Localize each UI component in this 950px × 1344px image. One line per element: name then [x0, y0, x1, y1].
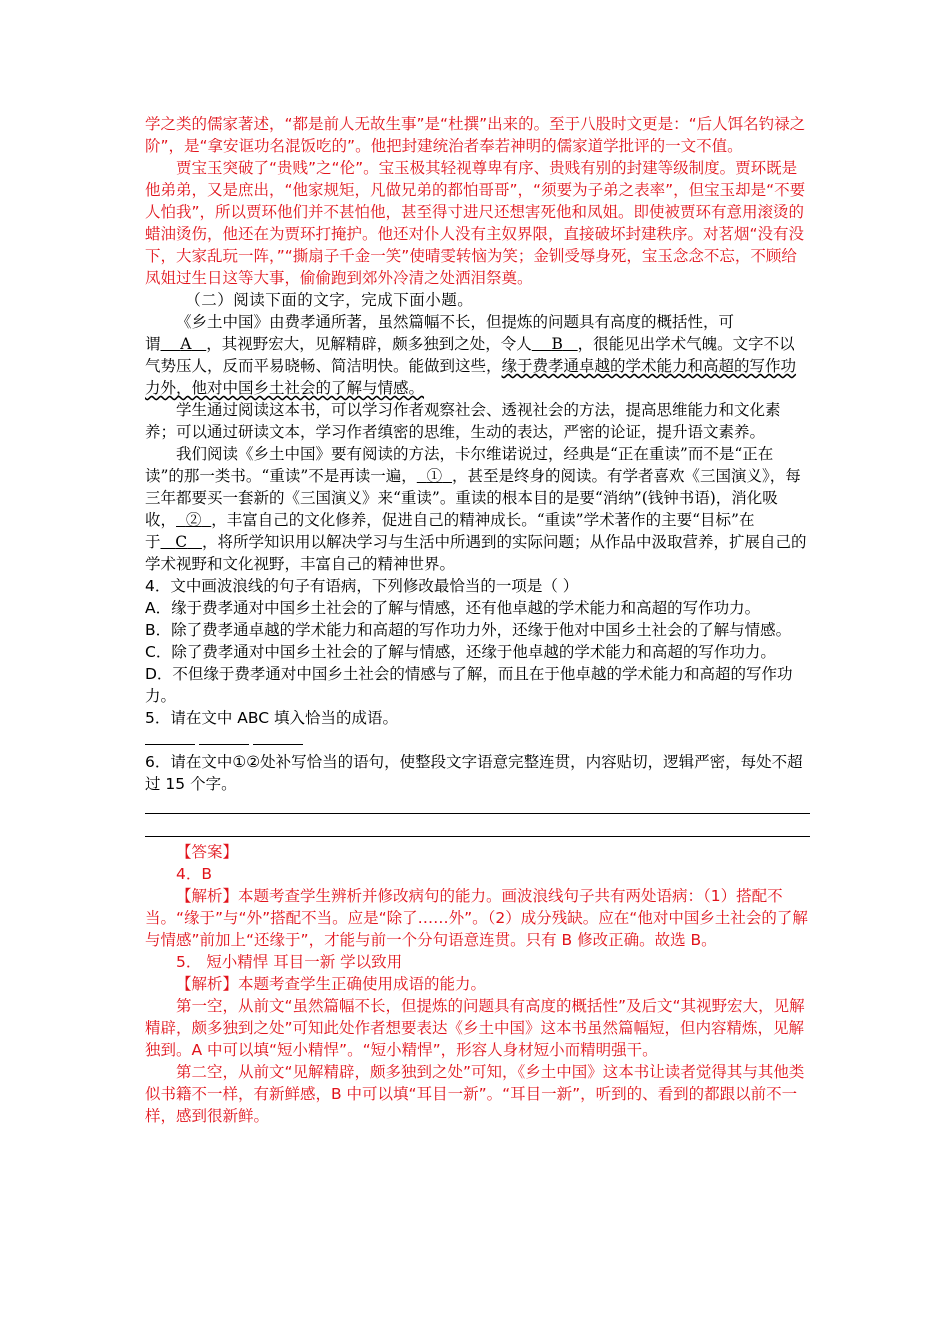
question-4-option-b: B．除了费孝通卓越的学术能力和高超的写作功力外，还缘于他对中国乡土社会的了解与情感。	[145, 621, 792, 639]
p3-text-d: ，将所学知识用以解决学习与生活中所遇到的实际问题；从作品中汲取营养，扩展自己的学术视野和文化视野，丰富自己的精神世界。	[145, 533, 807, 573]
section-title: （二）阅读下面的文字，完成下面小题。	[185, 291, 474, 309]
p3-text-c: ，丰富自己的文化修养，促进自己的精神成长。“重读”学术著作的主要“目标”在于	[145, 511, 755, 551]
p1-text-b: ，其视野宏大，见解精辟，颇多独到之处，令人	[206, 335, 532, 353]
explanation-5-second-blank: 第二空，从前文“见解精辟，颇多独到之处”可知，《乡土中国》这本书让读者觉得其与其他类似书籍不一样，有新鲜感，B 中可以填“耳目一新”。“耳目一新”，听到的、看到的都跟以前不一样，感到很新鲜。	[145, 1063, 805, 1125]
explanation-label: 【解析】	[176, 975, 239, 993]
red-paragraph-2: 贾宝玉突破了“贵贱”之“伦”。宝玉极其轻视尊卑有序、贵贱有别的封建等级制度。贾环既是他弟弟，又是庶出，“他家规矩，凡做兄弟的都怕哥哥”，“须要为子弟之表率”，但宝玉却是“不要人怕我”，所以贾环他们并不甚怕他，甚至得寸进尺还想害死他和凤姐。即使被贾环有意用滚烫的蜡油烫伤，他还在为贾环打掩护。他还对仆人没有主奴界限，直接破坏封建秩序。对茗烟“没有没下，大家乱玩一阵，”“撕扇子千金一笑”使晴雯转恼为笑；金钏受辱身死，宝玉念念不忘，不顾给凤姐过生日这等大事，偷偷跑到郊外冷清之处洒泪祭奠。	[145, 159, 806, 287]
blank-2: ②	[185, 511, 202, 529]
blank-c: C	[175, 533, 188, 551]
answer-blank[interactable]	[253, 730, 303, 745]
answer-4: 4．B	[176, 865, 212, 883]
answer-line[interactable]	[145, 818, 810, 837]
question-4-option-c: C．除了费孝通对中国乡土社会的了解与情感，还缘于他卓越的学术能力和高超的写作功力。	[145, 643, 776, 661]
question-5-answer-blanks	[145, 729, 810, 751]
passage-paragraph-2: 学生通过阅读这本书，可以学习作者观察社会、透视社会的方法，提高思维能力和文化素养；可以通过研读文本，学习作者缜密的思维，生动的表达，严密的论证，提升语文素养。	[145, 401, 781, 441]
red-paragraph-1: 学之类的儒家著述，“都是前人无故生事”是“杜撰”出来的。至于八股时文更是：“后人饵名钓禄之阶”，是“拿安诓功名混饭吃的”。他把封建统治者奉若神明的儒家道学批评的一文不值。	[145, 115, 806, 155]
answer-line[interactable]	[145, 795, 810, 814]
document-page	[145, 113, 810, 1127]
passage-paragraph-3	[145, 443, 810, 575]
blank-1: ①	[426, 467, 443, 485]
wavy-sentence: 缘于费孝通卓越的学术能力和高超的写作功力外，他对中国乡土社会的了解与情感。	[145, 357, 797, 397]
question-4-option-a: A．缘于费孝通对中国乡土社会的了解与情感，还有他卓越的学术能力和高超的写作功力。	[145, 599, 761, 617]
question-5-stem: 5．请在文中 ABC 填入恰当的成语。	[145, 709, 399, 727]
answer-label: 【答案】	[176, 843, 239, 861]
blank-b: B	[551, 335, 563, 353]
p3-text-b: ，甚至是终身的阅读。有学者喜欢《三国演义》，每三年都要买一套新的《三国演义》来“重读”。重读的根本目的是要“消纳”(钱钟书语)，消化吸收，	[145, 467, 801, 529]
question-4-stem: 4．文中画波浪线的句子有语病，下列修改最恰当的一项是（ ）	[145, 577, 579, 595]
explanation-5-first-blank: 第一空，从前文“虽然篇幅不长，但提炼的问题具有高度的概括性”及后文“其视野宏大，见解精辟，颇多独到之处”可知此处作者想要表达《乡土中国》这本书虽然篇幅短，但内容精炼，见解独到。A 中可以填“短小精悍”。“短小精悍”，形容人身材短小而精明强干。	[145, 997, 805, 1059]
question-4-option-d: D．不但缘于费孝通对中国乡土社会的情感与了解，而且在于他卓越的学术能力和高超的写作功力。	[145, 665, 793, 705]
blank-a: A	[180, 335, 192, 353]
answer-blank[interactable]	[199, 730, 249, 745]
answer-5: 5． 短小精悍 耳目一新 学以致用	[176, 953, 403, 971]
passage-paragraph-1	[145, 311, 810, 399]
explanation-4: 【解析】本题考查学生辨析并修改病句的能力。画波浪线句子共有两处语病：（1）搭配不当。“缘于”与“外”搭配不当。应是“除了……外”。（2）成分残缺。应在“他对中国乡土社会的了解与情感”前加上“还缘于”，才能与前一个分句语意连贯。只有 B 修改正确。故选 B。	[145, 887, 808, 949]
p1-text-a: 《乡土中国》由费孝通所著，虽然篇幅不长，但提炼的问题具有高度的概括性，可谓	[145, 313, 735, 353]
answer-blank[interactable]	[145, 730, 195, 745]
explanation-5: 【解析】本题考查学生正确使用成语的能力。	[176, 975, 487, 993]
p3-text-a: 我们阅读《乡土中国》要有阅读的方法，卡尔维诺说过，经典是“正在重读”而不是“正在读”的那一类书。“重读”不是再读一遍，	[145, 445, 774, 485]
question-6-stem: 6．请在文中①②处补写恰当的语句，使整段文字语意完整连贯，内容贴切，逻辑严密，每处不超过 15 个字。	[145, 753, 803, 793]
explanation-label: 【解析】	[176, 887, 239, 905]
p1-text-c: ，很能见出学术气魄。文字不以气势压人，反而平易晓畅、简洁明快。能做到这些，	[145, 335, 795, 375]
